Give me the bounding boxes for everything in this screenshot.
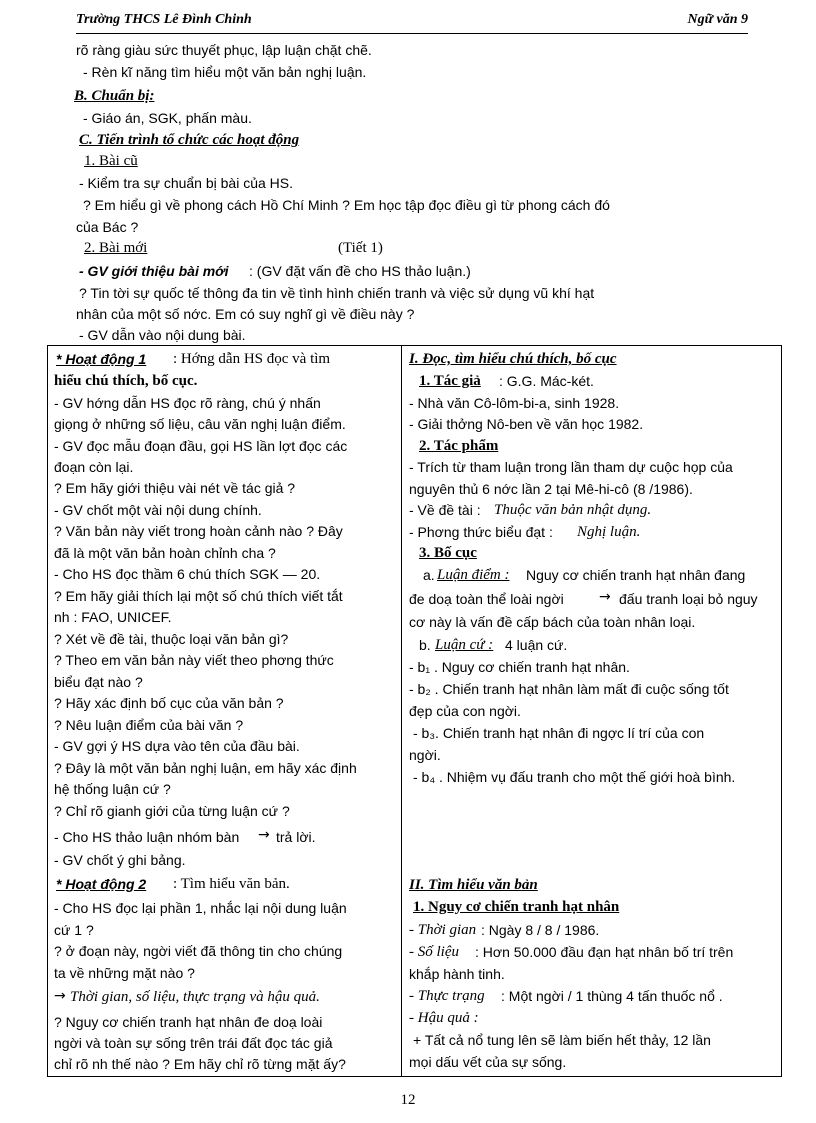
left-line: - Cho HS thảo luận nhóm bàn (54, 829, 240, 845)
subheading-new-lesson: 2. Bài mới (84, 240, 148, 256)
left-line: - GV chốt ý ghi bảng. (54, 852, 186, 868)
figures-label: - Số liệu (409, 944, 459, 960)
right-line: : G.G. Mác-két. (499, 373, 594, 389)
right-line: : Một ngời / 1 thùng 4 tấn thuốc nổ . (501, 988, 723, 1004)
situation-label: - Thực trạng (409, 988, 485, 1004)
header-rule (76, 33, 748, 34)
right-arrow-icon: → (258, 827, 270, 843)
intro-line: - Kiểm tra sự chuẩn bị bài của HS. (79, 175, 294, 191)
right-line: Nghị luận. (577, 524, 641, 540)
left-line: đoạn còn lại. (54, 459, 134, 475)
right-line: 4 luận cứ. (505, 637, 568, 653)
left-line: ? Chỉ rõ gianh giới của từng luận cứ ? (54, 803, 290, 819)
intro-line: rõ ràng giàu sức thuyết phục, lập luận chặt chẽ. (76, 42, 372, 58)
right-line: đấu tranh loại bỏ nguy (619, 591, 758, 607)
left-line: hệ thống luận cứ ? (54, 781, 171, 797)
left-line: ngời và toàn sự sống trên trái đất đọc tác giả (54, 1035, 333, 1051)
gv-intro-text: : (GV đặt vấn đề cho HS thảo luận.) (249, 263, 471, 279)
right-line: a. (423, 567, 435, 583)
left-line: nh : FAO, UNICEF. (54, 609, 172, 625)
right-line: : Ngày 8 / 8 / 1986. (481, 922, 600, 938)
section-heading-c: C. Tiến trình tổ chức các hoạt động (79, 132, 300, 148)
left-line: đã là một văn bản hoàn chỉnh cha ? (54, 545, 276, 561)
left-line: : Hớng dẫn HS đọc và tìm (173, 351, 331, 367)
left-line: ? Em hãy giải thích lại một số chú thích viết tắt (54, 588, 343, 604)
section-heading-ii: II. Tìm hiểu văn bản (409, 877, 538, 893)
left-line: ta về những mặt nào ? (54, 965, 195, 981)
intro-line: - Rèn kĩ năng tìm hiểu một văn bản nghị luận. (83, 64, 367, 80)
consequence-label: - Hậu quả : (409, 1010, 479, 1026)
left-line: ? Hãy xác định bố cục của văn bản ? (54, 695, 284, 711)
intro-line: ? Tin tời sự quốc tế thông đa tin về tình hình chiến tranh và việc sử dụng vũ khí hạt (79, 285, 595, 301)
subheading-old-lesson: 1. Bài cũ (84, 153, 138, 169)
intro-line: của Bác ? (76, 219, 139, 235)
right-line: đe doạ toàn thể loài ngời (409, 591, 564, 607)
right-line: - b₂ . Chiến tranh hạt nhân làm mất đi cuộc sống tốt (409, 681, 729, 697)
left-line: ? Nguy cơ chiến tranh hạt nhân đe doạ loài (54, 1014, 323, 1030)
right-line: khắp hành tinh. (409, 966, 505, 982)
header-subject: Ngữ văn 9 (687, 12, 748, 27)
right-arrow-icon: → (54, 988, 66, 1004)
subheading-author: 1. Tác giả (419, 373, 481, 389)
left-line: ? Văn bản này viết trong hoàn cảnh nào ? Đây (54, 523, 343, 539)
right-line: - Về đề tài : (409, 502, 481, 518)
left-line: biểu đạt nào ? (54, 674, 143, 690)
left-line: - GV chốt một vài nội dung chính. (54, 502, 262, 518)
left-line: ? Đây là một văn bản nghị luận, em hãy xác định (54, 760, 357, 776)
activity-2-label: * Hoạt động 2 (56, 876, 147, 892)
section-heading-i: I. Đọc, tìm hiểu chú thích, bố cục (409, 351, 617, 367)
subheading-nuclear-risk: 1. Nguy cơ chiến tranh hạt nhân (413, 899, 620, 915)
left-line: giọng ở những số liệu, câu văn nghị luận điểm. (54, 416, 346, 432)
right-line: Thuộc văn bản nhật dụng. (494, 502, 652, 518)
page-number: 12 (400, 1092, 416, 1108)
right-line: Nguy cơ chiến tranh hạt nhân đang (526, 567, 746, 583)
right-line: đẹp của con ngời. (409, 703, 521, 719)
left-line: hiểu chú thích, bố cục. (54, 373, 198, 389)
left-line: trả lời. (276, 829, 316, 845)
left-line: ? Nêu luận điểm của bài văn ? (54, 717, 244, 733)
activity-1-label: * Hoạt động 1 (56, 351, 147, 367)
left-line: - GV hớng dẫn HS đọc rõ ràng, chú ý nhấn (54, 395, 321, 411)
right-line: : Hơn 50.000 đầu đạn hạt nhân bố trí trên (475, 944, 734, 960)
subheading-structure: 3. Bố cục (419, 545, 477, 561)
column-divider (401, 346, 402, 1076)
right-line: cơ này là vấn đề cấp bách của toàn nhân loại. (409, 614, 696, 630)
right-line: - b₄ . Nhiệm vụ đấu tranh cho một thế giới hoà bình. (413, 769, 736, 785)
left-line: ? Em hãy giới thiệu vài nét về tác giả ? (54, 480, 296, 496)
right-line: ngời. (409, 747, 441, 763)
left-line: ? ở đoạn này, ngời viết đã thông tin cho chúng (54, 943, 343, 959)
right-line: - Giải thởng Nô-ben về văn học 1982. (409, 416, 644, 432)
right-line: - Nhà văn Cô-lôm-bi-a, sinh 1928. (409, 395, 620, 411)
right-line: - b₃. Chiến tranh hạt nhân đi ngợc lí trí của con (413, 725, 705, 741)
right-line: - b₁ . Nguy cơ chiến tranh hạt nhân. (409, 659, 630, 675)
right-line: nguyên thủ 6 nớc lần 2 tại Mê-hi-cô (8 /1986). (409, 481, 693, 497)
left-line: cứ 1 ? (54, 922, 94, 938)
left-line: - GV đọc mẫu đoạn đầu, gọi HS lần lợt đọc các (54, 438, 348, 454)
right-line: - Phơng thức biểu đạt : (409, 524, 553, 540)
section-heading-b: B. Chuẩn bị: (74, 88, 155, 104)
left-line: : Tìm hiểu văn bản. (173, 876, 290, 892)
left-line: ? Xét về đề tài, thuộc loại văn bản gì? (54, 631, 289, 647)
left-line: chỉ rõ nh thế nào ? Em hãy chỉ rõ từng mặt ấy? (54, 1056, 346, 1072)
header-school: Trường THCS Lê Đình Chinh (76, 12, 252, 27)
intro-line: - Giáo án, SGK, phấn màu. (83, 110, 252, 126)
thesis-label: Luận điểm : (437, 567, 510, 583)
gv-intro-label: - GV giới thiệu bài mới (79, 263, 229, 279)
intro-line: nhân của một số nớc. Em có suy nghĩ gì về điều này ? (76, 306, 415, 322)
left-line: - Cho HS đọc thầm 6 chú thích SGK — 20. (54, 566, 321, 582)
intro-line: ? Em hiểu gì về phong cách Hồ Chí Minh ? Em học tập đọc điều gì từ phong cách đó (83, 197, 610, 213)
right-line: + Tất cả nổ tung lên sẽ làm biến hết thảy, 12 lần (413, 1032, 711, 1048)
time-label: - Thời gian (409, 922, 477, 938)
left-line: - GV gợi ý HS dựa vào tên của đầu bài. (54, 738, 300, 754)
lesson-table (47, 345, 782, 1077)
subheading-work: 2. Tác phẩm (419, 438, 499, 454)
period-label: (Tiết 1) (338, 240, 383, 256)
left-line: Thời gian, số liệu, thực trạng và hậu quả. (70, 989, 320, 1005)
intro-line: - GV dẫn vào nội dung bài. (79, 327, 246, 343)
right-line: b. (419, 637, 431, 653)
left-line: - Cho HS đọc lại phần 1, nhắc lại nội dung luận (54, 900, 347, 916)
right-arrow-icon: → (599, 589, 611, 605)
argument-label: Luận cứ : (435, 637, 494, 653)
left-line: ? Theo em văn bản này viết theo phơng thức (54, 652, 334, 668)
right-line: - Trích từ tham luận trong lần tham dự cuộc họp của (409, 459, 733, 475)
right-line: mọi dấu vết của sự sống. (409, 1054, 567, 1070)
